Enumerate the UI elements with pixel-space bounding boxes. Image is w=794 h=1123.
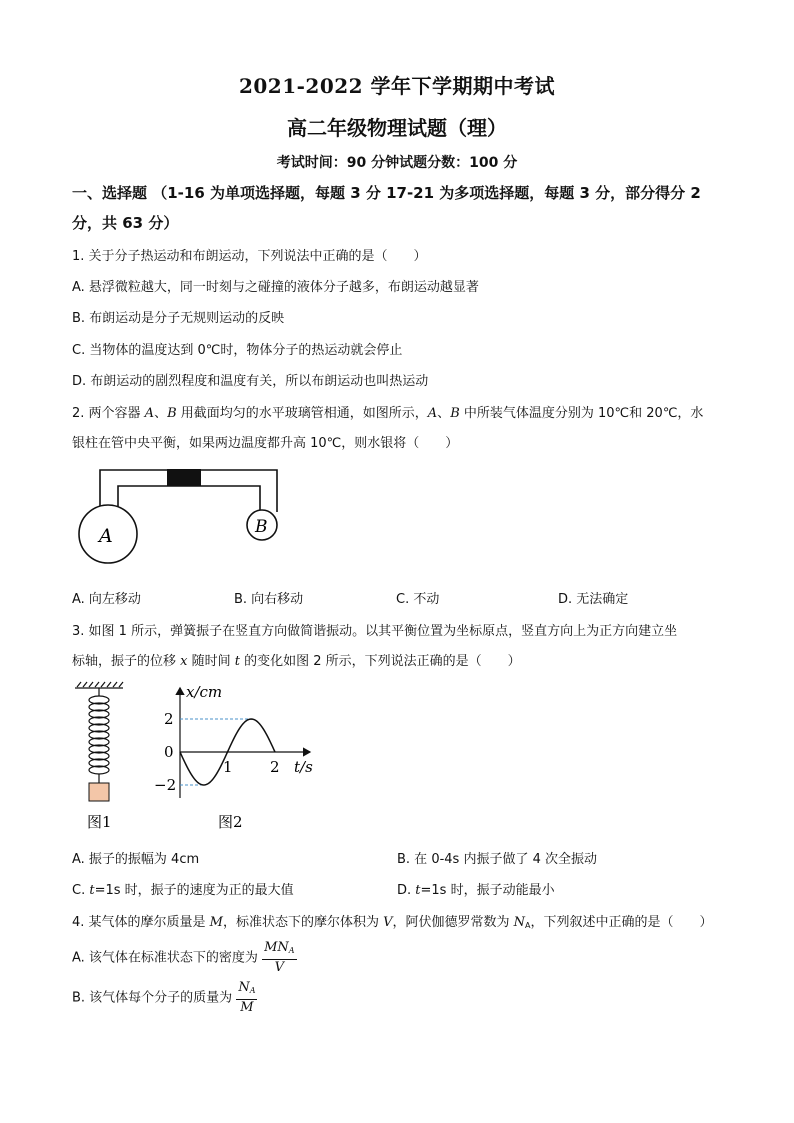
q4-sub-a: A xyxy=(525,921,531,930)
x-axis-label: t/s xyxy=(294,758,313,776)
q2-var-b: B xyxy=(167,406,177,421)
q2-stem-line2: 银柱在管中央平衡，如果两边温度都升高 10℃，则水银将（ ） xyxy=(72,436,459,451)
q3-option-c xyxy=(72,879,294,898)
q3-var-t: t xyxy=(89,883,95,898)
q3-text: C. xyxy=(72,883,90,898)
x-tick-1: 1 xyxy=(223,758,233,776)
q1-stem: 1. 关于分子热运动和布朗运动，下列说法中正确的是（ ） xyxy=(72,249,427,264)
fraction-numerator xyxy=(236,980,257,1000)
exam-info: 考试时间：90 分钟试题分数：100 分 xyxy=(276,155,518,171)
x-tick-2: 2 xyxy=(270,758,280,776)
q4-text: ，阿伏伽德罗常数为 xyxy=(392,915,514,930)
q2-option-a: A. 向左移动 xyxy=(72,592,141,607)
numerator-sub: A xyxy=(249,986,256,995)
q4-text: ，下列叙述中正确的是（ ） xyxy=(530,915,713,930)
q4-option-a-text: A. 该气体在标准状态下的密度为 xyxy=(72,950,258,966)
q4-option-b-text: B. 该气体每个分子的质量为 xyxy=(72,990,233,1006)
numerator-sub: A xyxy=(288,946,295,955)
q2-text: 、 xyxy=(437,406,451,421)
q1-option-b: B. 布朗运动是分子无规则运动的反映 xyxy=(72,311,285,326)
q2-option-b: B. 向右移动 xyxy=(234,592,304,607)
q1-option-c: C. 当物体的温度达到 0℃时，物体分子的热运动就会停止 xyxy=(72,343,403,358)
q3-text: =1s 时，振子动能最小 xyxy=(420,883,555,898)
q3-var-t: t xyxy=(234,654,240,669)
q2-option-c: C. 不动 xyxy=(396,592,440,607)
q3-var-t: t xyxy=(415,883,421,898)
fraction-denominator: M xyxy=(240,1000,254,1015)
q4-stem xyxy=(72,911,713,930)
q3-stem-line1: 3. 如图 1 所示，弹簧振子在竖直方向做简谐振动。以其平衡位置为坐标原点，竖直方向上为正方向建立坐 xyxy=(72,624,678,639)
q2-var-a: A xyxy=(427,406,438,421)
fraction-numerator xyxy=(262,940,296,960)
q4-option-b xyxy=(72,980,257,1016)
q3-option-a: A. 振子的振幅为 4cm xyxy=(72,852,200,867)
q4-var-m: M xyxy=(209,915,223,930)
q4-var-n: N xyxy=(513,915,526,930)
q1-option-d: D. 布朗运动的剧烈程度和温度有关，所以布朗运动也叫热运动 xyxy=(72,374,429,389)
q2-stem-line1 xyxy=(72,402,703,421)
q4-var-v: V xyxy=(383,915,393,930)
exam-subtitle: 高二年级物理试题（理） xyxy=(287,116,507,140)
exam-title: 2021-2022 学年下学期期中考试 xyxy=(238,74,556,98)
q1-option-a: A. 悬浮微粒越大，同一时刻与之碰撞的液体分子越多，布朗运动越显著 xyxy=(72,280,479,295)
numerator-text: N xyxy=(238,980,250,995)
q2-var-a: A xyxy=(144,406,155,421)
oscillator-mass xyxy=(89,783,109,801)
y-axis-label: x/cm xyxy=(186,683,223,701)
q2-label-b: B xyxy=(255,517,268,537)
y-tick-zero: 0 xyxy=(164,743,174,761)
fraction-denominator: V xyxy=(274,960,284,975)
q2-label-a: A xyxy=(99,525,113,547)
q3-text: 标轴，振子的位移 xyxy=(72,654,181,669)
fraction-mass xyxy=(236,980,257,1016)
y-tick-pos: 2 xyxy=(164,710,174,728)
q3-option-d xyxy=(397,879,555,898)
fig1-label: 图1 xyxy=(87,813,112,830)
q2-var-b: B xyxy=(450,406,460,421)
y-tick-neg: −2 xyxy=(154,776,177,794)
q3-xt-chart xyxy=(148,680,328,835)
q2-text: 2. 两个容器 xyxy=(72,406,145,421)
q3-stem-line2 xyxy=(72,650,521,669)
q3-spring-figure xyxy=(70,680,130,830)
q3-option-b: B. 在 0-4s 内振子做了 4 次全振动 xyxy=(397,852,597,867)
section-heading: 一、选择题 （1-16 为单项选择题，每题 3 分 17-21 为多项选择题，每题 3 分，部分得分 2 分，共 63 分） xyxy=(72,184,701,232)
mercury-column xyxy=(167,469,201,486)
numerator-text: MN xyxy=(264,940,289,955)
q3-text: =1s 时，振子的速度为正的最大值 xyxy=(94,883,294,898)
q3-text: D. xyxy=(397,883,416,898)
q2-text: 中所装气体温度分别为 10℃和 20℃，水 xyxy=(459,406,704,421)
q3-var-x: x xyxy=(180,654,188,669)
q2-option-d: D. 无法确定 xyxy=(558,592,629,607)
q4-text: ，标准状态下的摩尔体积为 xyxy=(222,915,384,930)
q4-option-a xyxy=(72,940,297,976)
fig2-label: 图2 xyxy=(218,813,243,831)
fraction-density xyxy=(262,940,296,976)
q4-text: 4. 某气体的摩尔质量是 xyxy=(72,915,210,930)
q2-text: 用截面均匀的水平玻璃管相通，如图所示， xyxy=(176,406,428,421)
q2-text: 、 xyxy=(154,406,168,421)
q3-text: 随时间 xyxy=(187,654,235,669)
q2-tube-figure xyxy=(70,462,290,574)
q3-text: 的变化如图 2 所示，下列说法正确的是（ ） xyxy=(239,654,521,669)
